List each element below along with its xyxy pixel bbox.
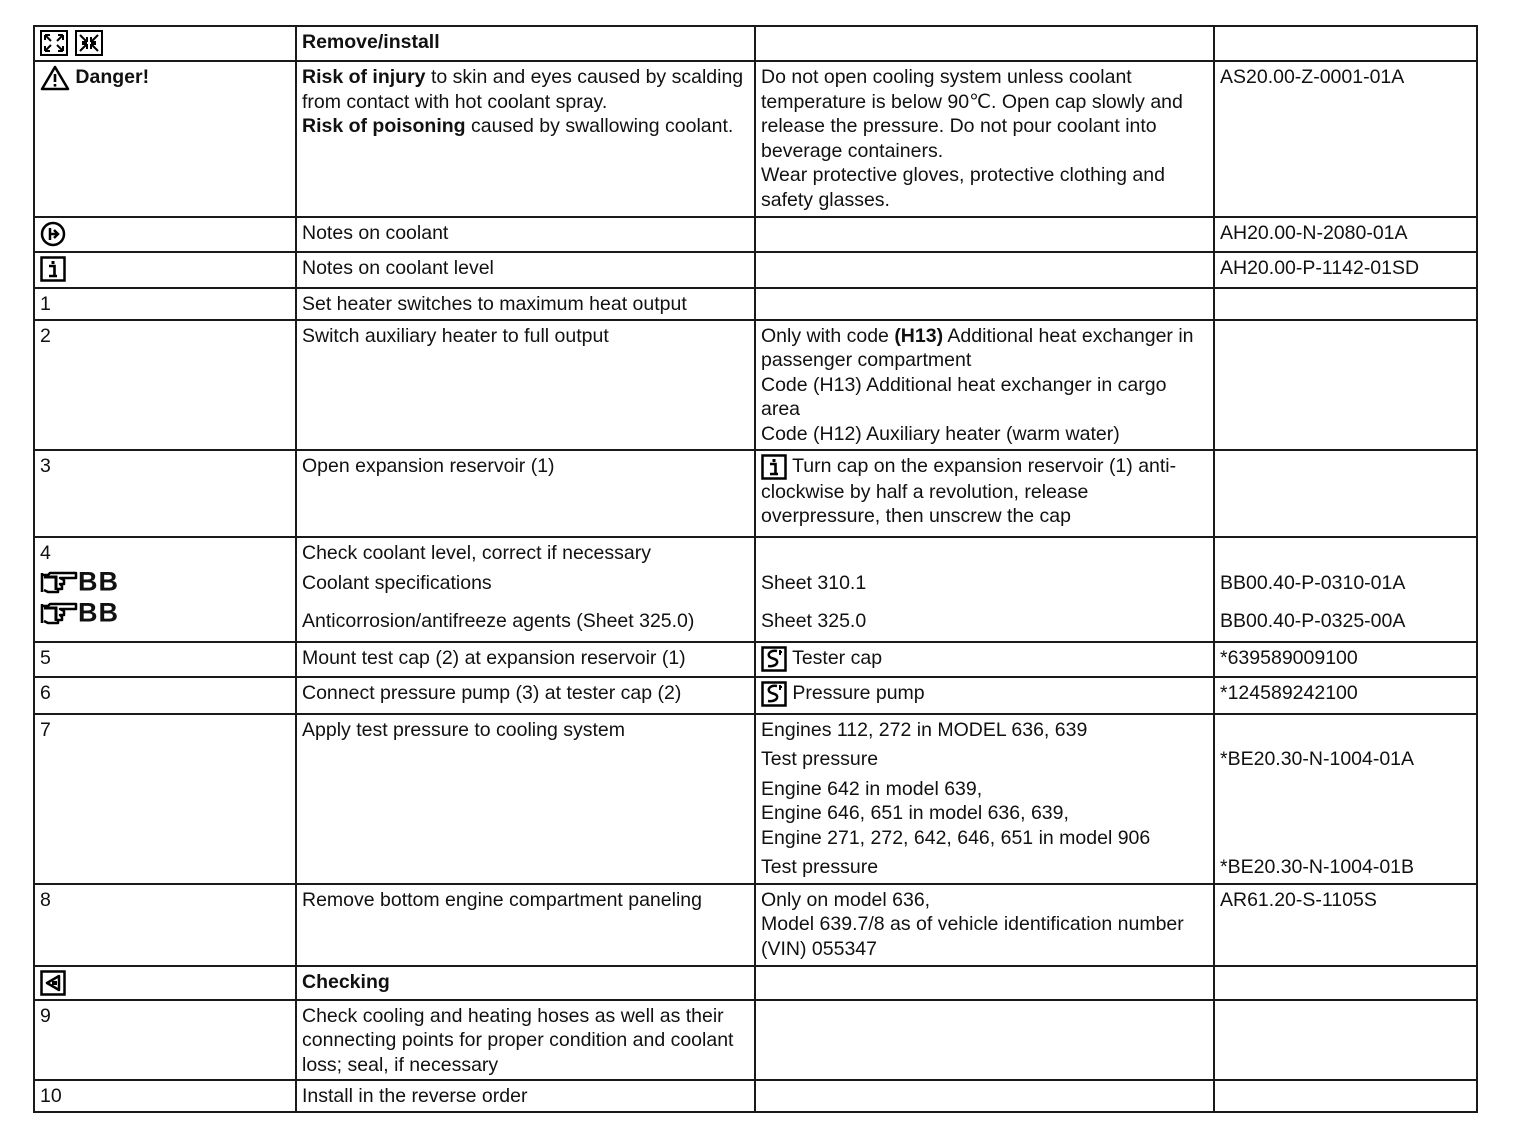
notes-cell: Turn cap on the expansion reservoir (1) anti-clockwise by half a revolution, release overpressure, then unscrew the cap — [755, 450, 1214, 537]
row-icon-cell — [34, 61, 296, 217]
step-number: 4 BB BB — [34, 537, 296, 642]
step-number: 7 — [34, 714, 296, 884]
table-row — [34, 450, 1477, 537]
step-number: 3 — [34, 450, 296, 537]
warning-triangle-icon — [40, 65, 70, 91]
reference-cell: AR61.20-S-1105S — [1214, 884, 1477, 966]
notes-cell — [755, 288, 1214, 320]
step-number: 8 — [34, 884, 296, 966]
table-row — [34, 677, 1477, 714]
reference-cell — [1214, 450, 1477, 537]
reference-cell — [1214, 1080, 1477, 1112]
reference-cell: *639589009100 — [1214, 642, 1477, 677]
reference-cell: BB00.40-P-0310-01A BB00.40-P-0325-00A — [1214, 537, 1477, 642]
step-text: Notes on coolant — [296, 217, 755, 252]
step-text: Risk of injury to skin and eyes caused by scalding from contact with hot coolant spray. Risk of poisoning caused by swallowing coolant. — [296, 61, 755, 217]
reference-cell — [1214, 1000, 1477, 1081]
table-row — [34, 642, 1477, 677]
step-text: Check cooling and heating hoses as well as their connecting points for proper condition and coolant loss; seal, if necessary — [296, 1000, 755, 1081]
table-row — [34, 1000, 1477, 1081]
table-row — [34, 26, 1477, 61]
step-number: 6 — [34, 677, 296, 714]
table-row — [34, 252, 1477, 288]
step-heading: Remove/install — [296, 26, 755, 61]
row-icon-cell — [34, 966, 296, 1000]
row-icon-cell — [34, 26, 296, 61]
info-icon — [40, 256, 66, 282]
step-text: Notes on coolant level — [296, 252, 755, 288]
step-number: 10 — [34, 1080, 296, 1112]
row-icon-cell — [34, 252, 296, 288]
step-heading: Checking — [296, 966, 755, 1000]
notes-cell: Pressure pump — [755, 677, 1214, 714]
special-tool-icon — [761, 681, 787, 707]
step-text: Remove bottom engine compartment paneling — [296, 884, 755, 966]
reference-cell: AH20.00-P-1142-01SD — [1214, 252, 1477, 288]
pointing-hand-icon — [40, 570, 78, 594]
step-number: 1 — [34, 288, 296, 320]
table-row — [34, 966, 1477, 1000]
notes-cell — [755, 252, 1214, 288]
info-icon — [761, 454, 787, 480]
step-text: Open expansion reservoir (1) — [296, 450, 755, 537]
reference-cell — [1214, 26, 1477, 61]
special-tool-icon — [761, 646, 787, 672]
step-number: 2 — [34, 320, 296, 450]
reference-cell: AH20.00-N-2080-01A — [1214, 217, 1477, 252]
step-text: Mount test cap (2) at expansion reservoir (1) — [296, 642, 755, 677]
notes-cell: Engines 112, 272 in MODEL 636, 639 Test pressure Engine 642 in model 639, Engine 646, 651 in model 636, 639, Engine 271, 272, 642, 646, 651 in model 906 Test pressure — [755, 714, 1214, 884]
step-text: Check coolant level, correct if necessary Coolant specifications Anticorrosion/antifreeze agents (Sheet 325.0) — [296, 537, 755, 642]
table-row — [34, 288, 1477, 320]
notes-cell: Do not open cooling system unless coolant temperature is below 90℃. Open cap slowly and release the pressure. Do not pour coolant into beverage containers. Wear protective gloves, protective clothing and safety glasses. — [755, 61, 1214, 217]
notes-cell — [755, 1000, 1214, 1081]
step-text: Install in the reverse order — [296, 1080, 755, 1112]
table-row — [34, 714, 1477, 884]
notes-cell: Sheet 310.1 Sheet 325.0 — [755, 537, 1214, 642]
table-row — [34, 61, 1477, 217]
procedure-table — [33, 25, 1478, 1113]
table-row — [34, 217, 1477, 252]
reference-cell — [1214, 966, 1477, 1000]
table-row — [34, 884, 1477, 966]
notes-cell — [755, 26, 1214, 61]
table-row — [34, 320, 1477, 450]
reference-cell: AS20.00-Z-0001-01A — [1214, 61, 1477, 217]
step-number: 9 — [34, 1000, 296, 1081]
notes-cell: Only with code (H13) Additional heat exchanger in passenger compartment Code (H13) Additional heat exchanger in cargo area Code (H12) Auxiliary heater (warm water) — [755, 320, 1214, 450]
step-text: Switch auxiliary heater to full output — [296, 320, 755, 450]
step-number: 5 — [34, 642, 296, 677]
checking-icon — [40, 970, 66, 996]
notes-cell — [755, 1080, 1214, 1112]
note-icon — [40, 221, 66, 247]
reference-cell — [1214, 288, 1477, 320]
reference-cell: *BE20.30-N-1004-01A *BE20.30-N-1004-01B — [1214, 714, 1477, 884]
notes-cell — [755, 966, 1214, 1000]
reference-cell: *124589242100 — [1214, 677, 1477, 714]
remove-install-icon — [40, 30, 104, 56]
notes-cell: Only on model 636, Model 639.7/8 as of vehicle identification number (VIN) 055347 — [755, 884, 1214, 966]
table-row — [34, 537, 1477, 642]
row-icon-cell — [34, 217, 296, 252]
table-row — [34, 1080, 1477, 1112]
notes-cell — [755, 217, 1214, 252]
step-text: Apply test pressure to cooling system — [296, 714, 755, 884]
reference-cell — [1214, 320, 1477, 450]
pointing-hand-icon — [40, 601, 78, 625]
step-text: Set heater switches to maximum heat output — [296, 288, 755, 320]
danger-label: Danger! — [75, 66, 150, 89]
notes-cell: Tester cap — [755, 642, 1214, 677]
step-text: Connect pressure pump (3) at tester cap (2) — [296, 677, 755, 714]
